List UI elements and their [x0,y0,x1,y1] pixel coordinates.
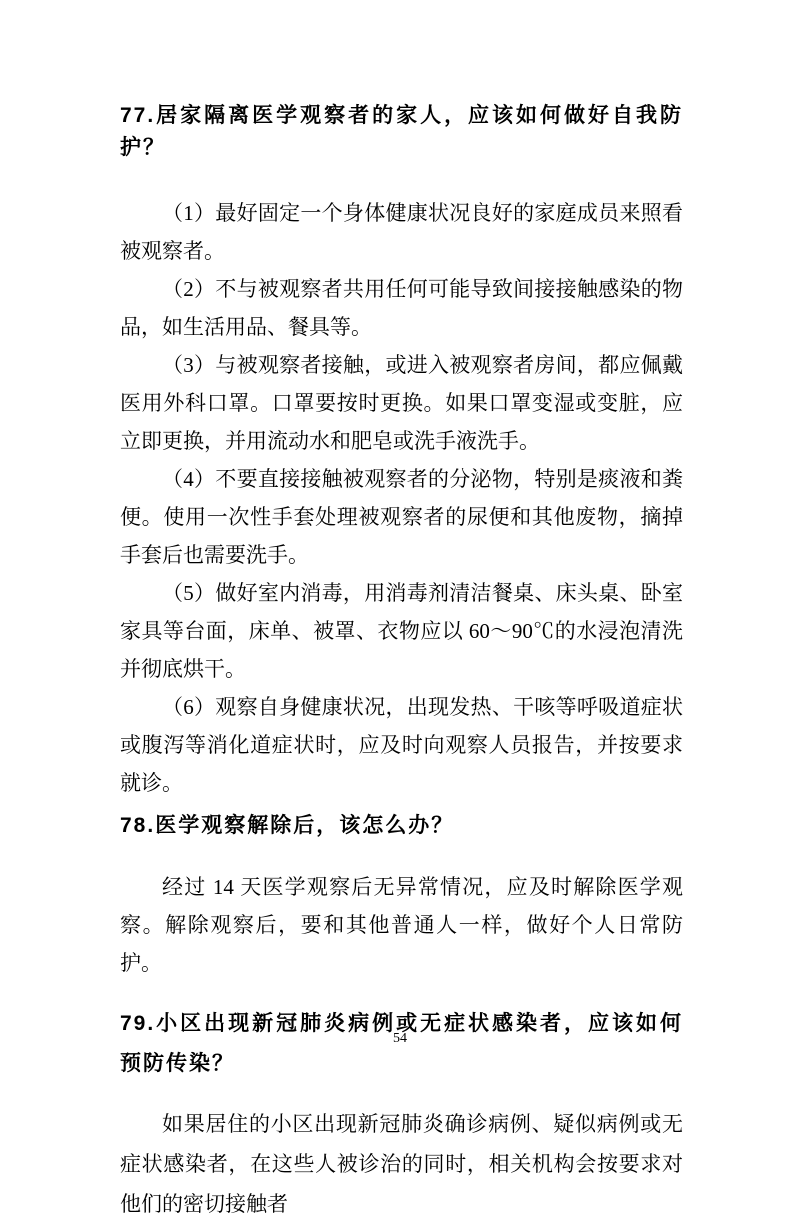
answer-paragraph: （2）不与被观察者共用任何可能导致间接接触感染的物品，如生活用品、餐具等。 [120,277,683,339]
page-number: 54 [393,1031,407,1046]
question-heading-79: 79.小区出现新冠肺炎病例或无症状感染者，应该如何预防传染？ [120,1012,683,1075]
answer-paragraph: （4）不要直接接触被观察者的分泌物，特别是痰液和粪便。使用一次性手套处理被观察者的尿便和其他废物，摘掉手套后也需要洗手。 [120,467,683,567]
answer-paragraph: 如果居住的小区出现新冠肺炎确诊病例、疑似病例或无症状感染者，在这些人被诊治的同时，相关机构会按要求对他们的密切接触者 [120,1112,683,1216]
qa-section-77 [120,100,683,802]
qa-section-78 [120,810,683,982]
answer-paragraph: （5）做好室内消毒，用消毒剂清洁餐桌、床头桌、卧室家具等台面，床单、被罩、衣物应以 60～90℃的水浸泡清洗并彻底烘干。 [120,581,683,681]
answer-paragraph: （6）观察自身健康状况，出现发热、干咳等呼吸道症状或腹泻等消化道症状时，应及时向观察人员报告，并按要求就诊。 [120,695,683,795]
question-heading-77: 77.居家隔离医学观察者的家人，应该如何做好自我防护？ [120,104,683,159]
question-heading-78: 78.医学观察解除后，该怎么办？ [120,814,455,837]
answer-paragraph: 经过 14 天医学观察后无异常情况，应及时解除医学观察。解除观察后，要和其他普通人一样，做好个人日常防护。 [120,875,683,975]
answer-paragraph: （1）最好固定一个身体健康状况良好的家庭成员来照看被观察者。 [120,201,683,263]
answer-paragraph: （3）与被观察者接触，或进入被观察者房间，都应佩戴医用外科口罩。口罩要按时更换。如果口罩变湿或变脏，应立即更换，并用流动水和肥皂或洗手液洗手。 [120,353,683,453]
